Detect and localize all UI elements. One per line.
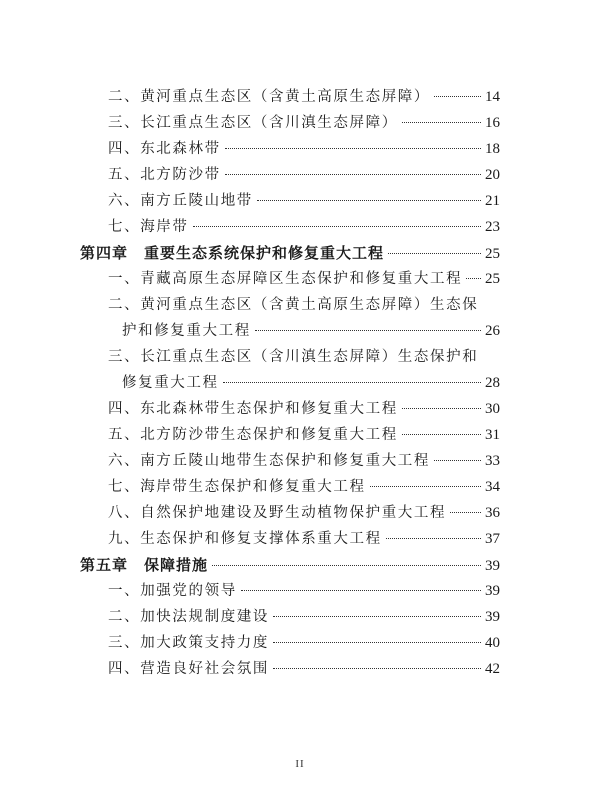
toc-entry-page: 30 bbox=[485, 401, 500, 417]
toc-entry-title: 二、黄河重点生态区（含黄土高原生态屏障） bbox=[108, 89, 430, 105]
toc-entry-title: 八、自然保护地建设及野生动植物保护重大工程 bbox=[108, 505, 447, 521]
toc-entry-page: 42 bbox=[485, 661, 500, 677]
toc-entry-page: 16 bbox=[485, 115, 500, 131]
toc-entry-title: 六、南方丘陵山地带 bbox=[108, 193, 253, 209]
table-of-contents bbox=[80, 84, 500, 682]
toc-entry-page: 20 bbox=[485, 167, 500, 183]
toc-entry-title: 五、北方防沙带 bbox=[108, 167, 221, 183]
toc-entry-title: 四、东北森林带 bbox=[108, 141, 221, 157]
toc-entry[interactable] bbox=[80, 656, 500, 682]
toc-entry[interactable] bbox=[80, 214, 500, 240]
toc-entry-title: 二、加快法规制度建设 bbox=[108, 609, 269, 625]
toc-entry-title: 六、南方丘陵山地带生态保护和修复重大工程 bbox=[108, 453, 430, 469]
dot-leader bbox=[223, 382, 481, 383]
dot-leader bbox=[434, 460, 481, 461]
toc-entry[interactable] bbox=[80, 344, 500, 370]
dot-leader bbox=[273, 616, 481, 617]
dot-leader bbox=[434, 96, 481, 97]
toc-entry-page: 23 bbox=[485, 219, 500, 235]
dot-leader bbox=[370, 486, 481, 487]
toc-entry-page: 39 bbox=[485, 609, 500, 625]
dot-leader bbox=[257, 200, 481, 201]
toc-entry-title: 一、青藏高原生态屏障区生态保护和修复重大工程 bbox=[108, 271, 463, 287]
toc-entry-page: 39 bbox=[485, 583, 500, 599]
dot-leader bbox=[225, 148, 481, 149]
toc-entry-page: 18 bbox=[485, 141, 500, 157]
toc-entry-page: 39 bbox=[485, 558, 500, 574]
dot-leader bbox=[450, 512, 481, 513]
dot-leader bbox=[273, 668, 481, 669]
toc-entry-title: 七、海岸带 bbox=[108, 219, 189, 235]
toc-entry[interactable] bbox=[80, 162, 500, 188]
dot-leader bbox=[255, 330, 481, 331]
toc-entry[interactable] bbox=[80, 630, 500, 656]
toc-entry-title: 三、长江重点生态区（含川滇生态屏障） bbox=[108, 115, 398, 131]
toc-entry-page: 33 bbox=[485, 453, 500, 469]
toc-entry-title: 五、北方防沙带生态保护和修复重大工程 bbox=[108, 427, 398, 443]
chapter-title: 重要生态系统保护和修复重大工程 bbox=[144, 244, 385, 262]
toc-entry[interactable] bbox=[80, 448, 500, 474]
toc-entry-page: 36 bbox=[485, 505, 500, 521]
chapter-number: 第五章 bbox=[80, 556, 129, 574]
toc-entry-continuation[interactable] bbox=[80, 318, 500, 344]
dot-leader bbox=[193, 226, 482, 227]
dot-leader bbox=[273, 642, 481, 643]
dot-leader bbox=[402, 122, 481, 123]
toc-entry-page: 26 bbox=[485, 323, 500, 339]
toc-entry-page: 21 bbox=[485, 193, 500, 209]
toc-entry-page: 40 bbox=[485, 635, 500, 651]
dot-leader bbox=[225, 174, 481, 175]
toc-entry-page: 34 bbox=[485, 479, 500, 495]
toc-entry[interactable] bbox=[80, 266, 500, 292]
dot-leader bbox=[466, 278, 481, 279]
toc-entry-title: 九、生态保护和修复支撑体系重大工程 bbox=[108, 531, 382, 547]
toc-entry[interactable] bbox=[80, 136, 500, 162]
toc-entry[interactable] bbox=[80, 422, 500, 448]
toc-entry[interactable] bbox=[80, 500, 500, 526]
toc-entry-title: 四、营造良好社会氛围 bbox=[108, 661, 269, 677]
toc-entry-title: 修复重大工程 bbox=[122, 375, 219, 391]
toc-entry[interactable] bbox=[80, 84, 500, 110]
toc-entry-page: 25 bbox=[485, 246, 500, 262]
dot-leader bbox=[212, 565, 481, 566]
dot-leader bbox=[241, 590, 481, 591]
toc-entry-continuation[interactable] bbox=[80, 370, 500, 396]
toc-entry[interactable] bbox=[80, 188, 500, 214]
dot-leader bbox=[388, 253, 481, 254]
toc-entry-page: 14 bbox=[485, 89, 500, 105]
toc-entry-title: 三、加大政策支持力度 bbox=[108, 635, 269, 651]
toc-entry-page: 25 bbox=[485, 271, 500, 287]
dot-leader bbox=[386, 538, 481, 539]
toc-entry-title: 四、东北森林带生态保护和修复重大工程 bbox=[108, 401, 398, 417]
toc-entry[interactable] bbox=[80, 110, 500, 136]
toc-entry-title: 护和修复重大工程 bbox=[122, 323, 251, 339]
toc-entry-page: 28 bbox=[485, 375, 500, 391]
page-number-footer: II bbox=[295, 758, 305, 770]
toc-entry[interactable] bbox=[80, 578, 500, 604]
toc-entry[interactable] bbox=[80, 526, 500, 552]
toc-chapter-4[interactable] bbox=[80, 240, 500, 266]
toc-entry-page: 37 bbox=[485, 531, 500, 547]
chapter-number: 第四章 bbox=[80, 244, 129, 262]
toc-chapter-5[interactable] bbox=[80, 552, 500, 578]
toc-entry[interactable] bbox=[80, 396, 500, 422]
toc-entry[interactable] bbox=[80, 292, 500, 318]
toc-entry-title: 一、加强党的领导 bbox=[108, 583, 237, 599]
dot-leader bbox=[402, 434, 481, 435]
chapter-title: 保障措施 bbox=[144, 556, 209, 574]
toc-entry[interactable] bbox=[80, 604, 500, 630]
toc-entry-title: 七、海岸带生态保护和修复重大工程 bbox=[108, 479, 366, 495]
toc-entry[interactable] bbox=[80, 474, 500, 500]
dot-leader bbox=[402, 408, 481, 409]
toc-entry-title: 三、长江重点生态区（含川滇生态屏障）生态保护和 bbox=[108, 349, 479, 365]
toc-entry-page: 31 bbox=[485, 427, 500, 443]
toc-entry-title: 二、黄河重点生态区（含黄土高原生态屏障）生态保 bbox=[108, 297, 479, 313]
